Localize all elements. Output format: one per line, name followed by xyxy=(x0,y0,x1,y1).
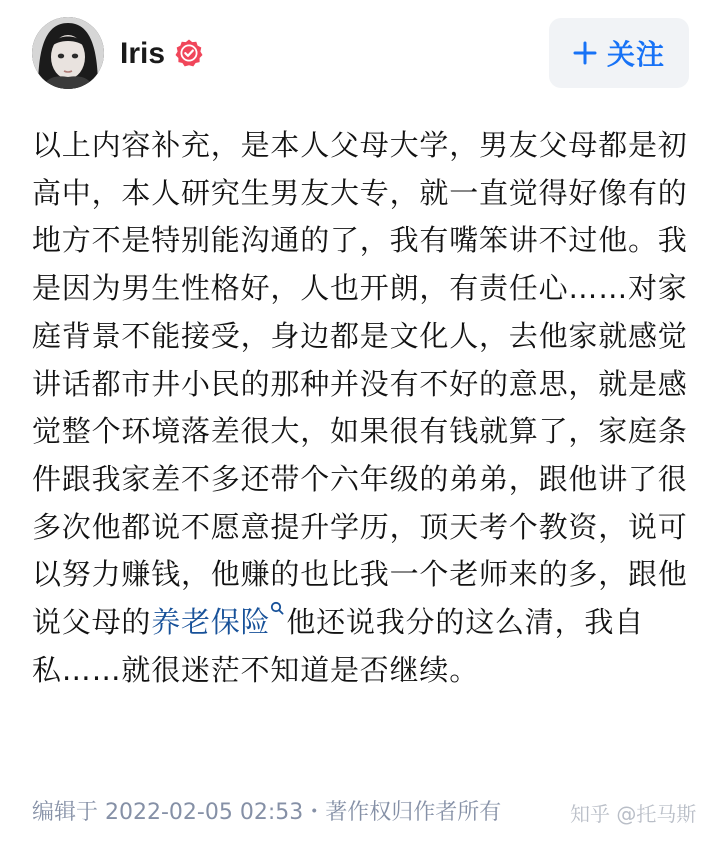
search-icon xyxy=(270,601,284,615)
verified-badge-icon xyxy=(174,38,204,68)
post-text-continued: 他还说我分的这么清，我自私……就很迷茫不知道是否继续。 xyxy=(32,605,645,687)
search-keyword-link[interactable] xyxy=(151,605,286,639)
plus-icon xyxy=(573,41,597,65)
follow-button[interactable] xyxy=(549,18,689,88)
answer-content xyxy=(32,122,692,694)
link-text: 养老保险 xyxy=(151,605,271,640)
watermark: 知乎 @托马斯 xyxy=(566,797,706,831)
answer-meta: 编辑于 2022-02-05 02:53・著作权归作者所有 xyxy=(32,800,502,825)
post-text: 以上内容补充，是本人父母大学，男友父母都是初高中，本人研究生男友大专，就一直觉得好像有的地方不是特别能沟通的了，我有嘴笨讲不过他。我是因为男生性格好，人也开朗，有责任心……对家庭背景不能接受，身边都是文化人，去他家就感觉讲话都市井小民的那种并没有不好的意思，就是感觉整个环境落差很大，如果很有钱就算了，家庭条件跟我家差不多还带个六年级的弟弟，跟他讲了很多次他都说不愿意提升学历，顶天考个教资，说可以努力赚钱，他赚的也比我一个老师来的多，跟他说父母的 xyxy=(32,128,688,640)
follow-label: 关注 xyxy=(606,38,665,71)
avatar[interactable] xyxy=(32,17,104,89)
author-name[interactable]: Iris xyxy=(120,37,166,70)
avatar-portrait xyxy=(32,17,104,89)
